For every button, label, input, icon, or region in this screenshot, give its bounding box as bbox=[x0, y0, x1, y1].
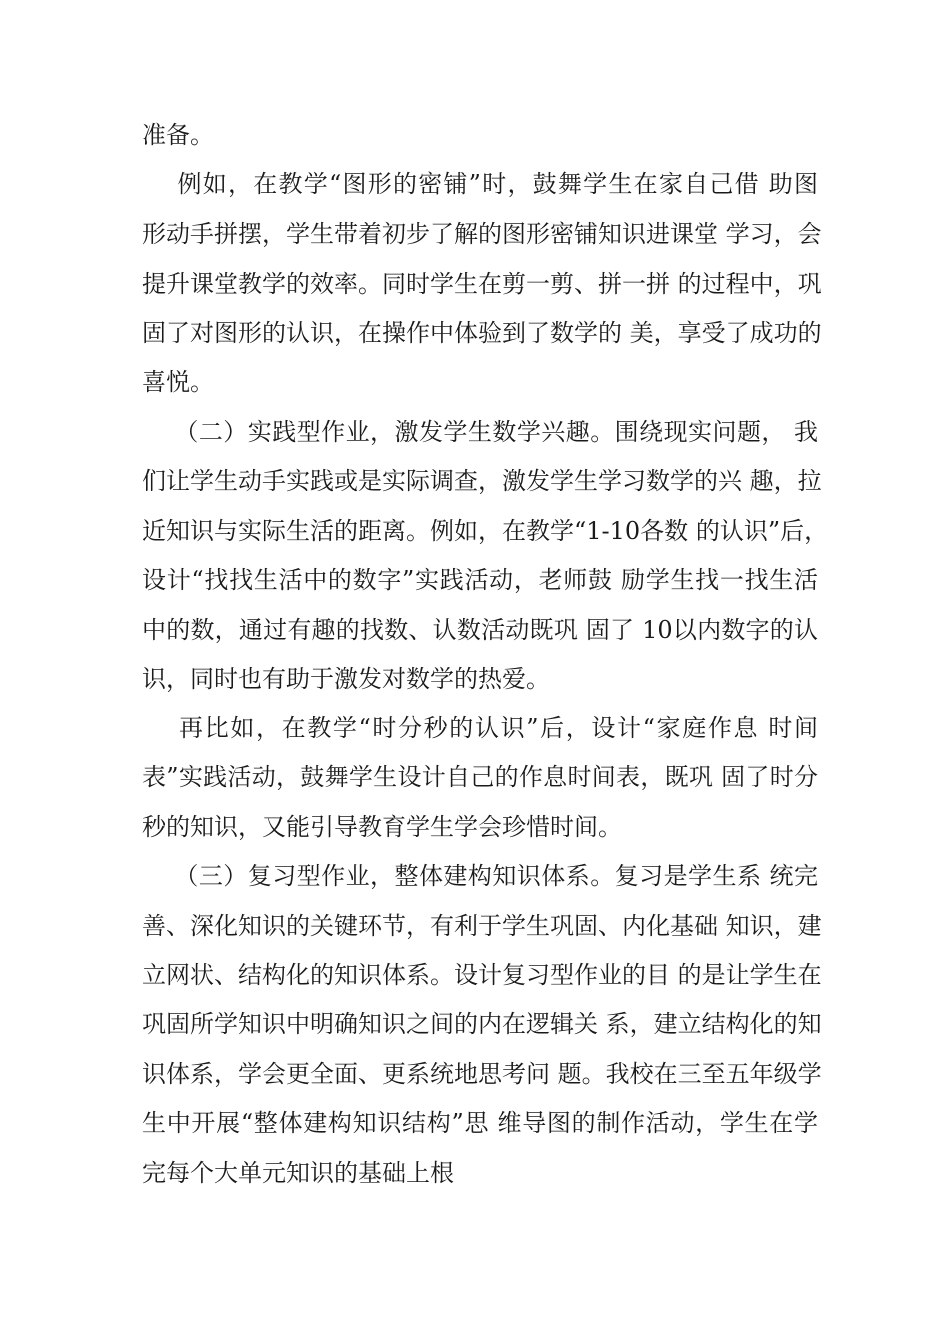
text-line: 准备。 bbox=[142, 121, 214, 149]
text-line: 完每个大单元知识的基础上根 bbox=[142, 1159, 454, 1187]
text-line: 例如，在教学“图形的密铺”时，鼓舞学生在家自己借 助图 bbox=[142, 170, 818, 198]
text-line: （三）复习型作业，整体建构知识体系。复习是学生系 统完 bbox=[142, 862, 818, 890]
text-line: 秒的知识，又能引导教育学生学会珍惜时间。 bbox=[142, 813, 622, 841]
text-line: 提升课堂教学的效率。同时学生在剪一剪、拼一拼 的过程中，巩 bbox=[142, 270, 822, 298]
text-line: 近知识与实际生活的距离。例如，在教学“1-10各数 的认识”后， bbox=[142, 517, 829, 545]
text-line: 立网状、结构化的知识体系。设计复习型作业的目 的是让学生在 bbox=[142, 961, 822, 989]
text-line: 生中开展“整体建构知识结构”思 维导图的制作活动，学生在学 bbox=[142, 1109, 818, 1137]
text-line: 识体系，学会更全面、更系统地思考问 题。我校在三至五年级学 bbox=[142, 1060, 822, 1088]
text-line: （二）实践型作业，激发学生数学兴趣。围绕现实问题， 我 bbox=[142, 418, 818, 446]
text-line: 巩固所学知识中明确知识之间的内在逻辑关 系，建立结构化的知 bbox=[142, 1010, 822, 1038]
text-line: 识，同时也有助于激发对数学的热爱。 bbox=[142, 665, 550, 693]
text-line: 喜悦。 bbox=[142, 368, 214, 396]
text-line: 中的数，通过有趣的找数、认数活动既巩 固了 10以内数字的认 bbox=[142, 616, 818, 644]
text-line: 再比如，在教学“时分秒的认识”后，设计“家庭作息 时间 bbox=[142, 714, 818, 742]
text-line: 设计“找找生活中的数字”实践活动，老师鼓 励学生找一找生活 bbox=[142, 566, 818, 594]
text-line: 形动手拼摆，学生带着初步了解的图形密铺知识进课堂 学习，会 bbox=[142, 220, 822, 248]
text-line: 善、深化知识的关键环节，有利于学生巩固、内化基础 知识，建 bbox=[142, 912, 822, 940]
text-line: 固了对图形的认识，在操作中体验到了数学的 美，享受了成功的 bbox=[142, 319, 822, 347]
text-line: 们让学生动手实践或是实际调查，激发学生学习数学的兴 趣，拉 bbox=[142, 467, 822, 495]
text-line: 表”实践活动，鼓舞学生设计自己的作息时间表，既巩 固了时分 bbox=[142, 763, 818, 791]
